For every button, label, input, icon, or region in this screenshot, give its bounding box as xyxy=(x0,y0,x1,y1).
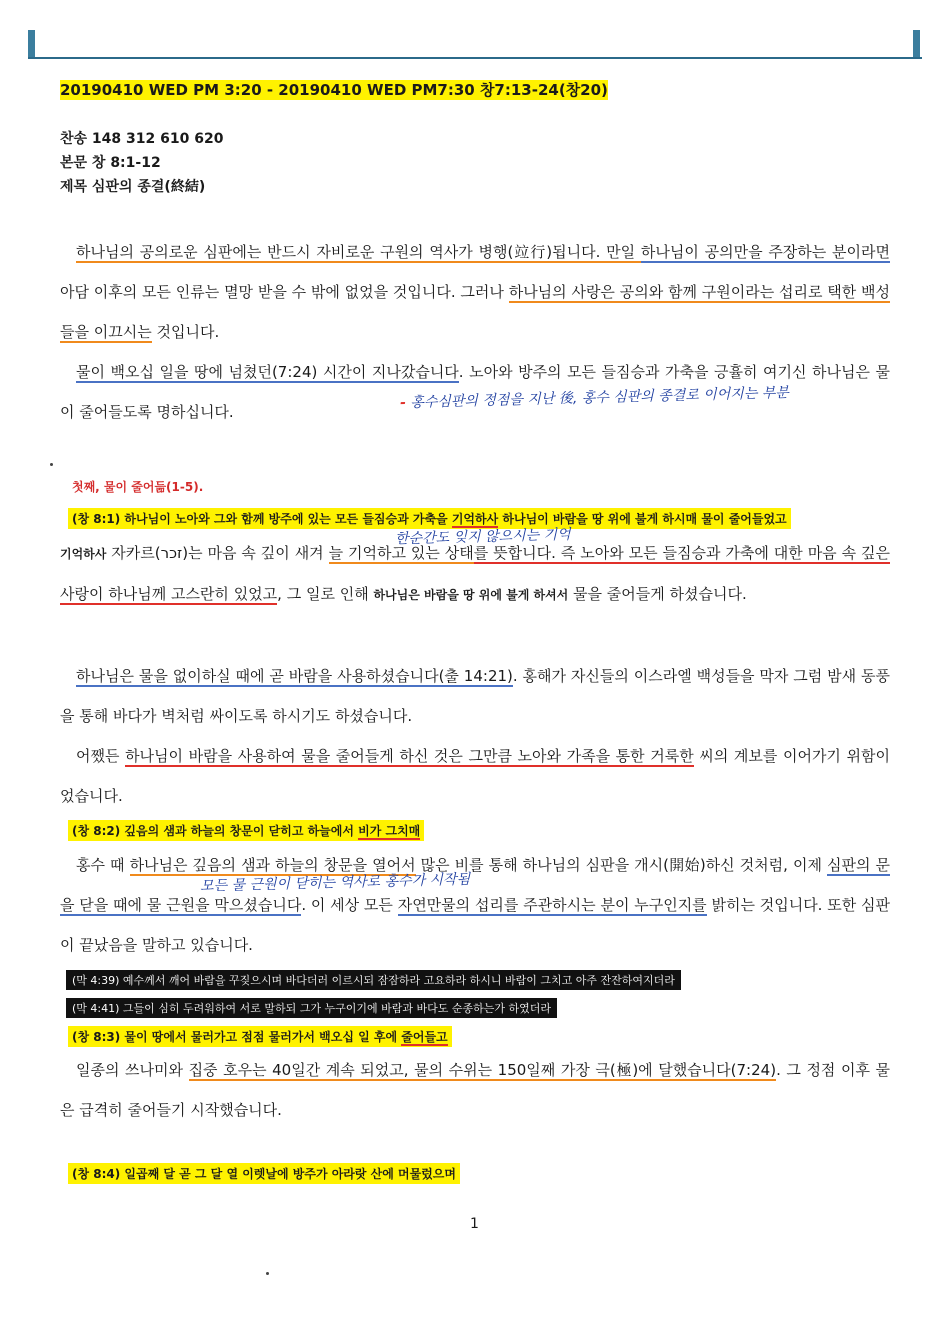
note-dash: - xyxy=(399,394,407,412)
verse-gen-8-3 xyxy=(68,1026,452,1047)
note-text: 홍수심판의 정점을 지난 後, 홍수 심판의 종결로 이어지는 부분 xyxy=(410,384,790,411)
paragraph-tsunami xyxy=(60,1050,890,1130)
text-span: 기억하사 xyxy=(60,547,107,561)
intro-paragraph-1 xyxy=(60,232,890,352)
sermon-title: 제목 심판의 종결(終結) xyxy=(60,179,206,195)
text-span: 하나님이 공의만을 주장하는 분이라면 xyxy=(640,243,890,261)
text-span: , 그 일로 인해 xyxy=(277,585,374,603)
text-span: (창 8:2) 깊음의 샘과 하늘의 창문이 닫히고 하늘에서 xyxy=(72,824,359,838)
text-span: (창 8:1) 하나님이 노아와 그와 함께 방주에 있는 모든 들짐승과 가축을 xyxy=(72,512,452,526)
cross-reference-mark-4-41: (막 4:41) 그들이 심히 두려워하여 서로 말하되 그가 누구이기에 바람과 바다도 순종하는가 하였더라 xyxy=(66,998,557,1018)
text-span: 집중 호우는 40일간 계속 되었고, 물의 수위는 150일째 가장 극(極)에 달했습니다(7:24) xyxy=(188,1061,777,1079)
cross-reference-mark-4-39: (막 4:39) 예수께서 깨어 바람을 꾸짖으시며 바다더러 이르시되 잠잠하라 고요하라 하시니 바람이 그치고 아주 잔잔하여지더라 xyxy=(66,970,681,990)
text-span: 홍수 때 xyxy=(76,856,130,874)
text-span: . 홍해가 자신들의 이스라엘 백성들을 막자 그럼 밤새 동풍을 통해 바다가 벽처럼 싸이도록 하시기도 하셨습니다. xyxy=(60,667,891,725)
text-span: . 그 정점 이후 물은 급격히 줄어들기 시작했습니다. xyxy=(60,1061,891,1119)
text-span: 하나님은 물을 없이하실 때에 곧 바람을 사용하셨습니다(출 14:21) xyxy=(76,667,513,685)
text-span: (창 8:3) 물이 땅에서 물러가고 점점 물러가서 백오십 일 후에 xyxy=(72,1030,402,1044)
page-number: 1 xyxy=(470,1216,479,1232)
text-span: 하나님이 바람을 사용하여 물을 줄어들게 하신 것은 그만큼 노아와 가족을 통한 거룩한 xyxy=(125,747,694,765)
section-heading: 첫째, 물이 줄어듦(1-5). xyxy=(72,480,204,494)
text-span: . 이 세상 모든 xyxy=(301,896,398,914)
hymn-line: 찬송 148 312 610 620 xyxy=(60,131,224,147)
text-span: 기억하사 xyxy=(451,512,499,526)
verse-gen-8-4: (창 8:4) 일곱째 달 곧 그 달 열 이렛날에 방주가 아라랏 산에 머물렀으며 xyxy=(68,1163,460,1184)
header-rule xyxy=(28,57,922,59)
text-span: 줄어들고 xyxy=(401,1030,448,1044)
text-span: 하나님이 바람을 땅 위에 불게 하시매 물이 줄어들었고 xyxy=(498,512,787,526)
scan-speck xyxy=(266,1272,269,1275)
text-span: 를 뜻합니다. 즉 노아와 모든 들짐승과 가축에 대한 마음 속 깊은 사랑이 하나님께 고스란히 있었고 xyxy=(60,544,890,603)
header-tab-right xyxy=(913,30,920,59)
handwritten-note-2: 한순간도 잊지 않으시는 기억 xyxy=(394,526,571,548)
text-span: 아담 이후의 모든 인류는 멸망 받을 수 밖에 없었을 것입니다. 그러나 xyxy=(60,283,509,301)
text-span: 일종의 쓰나미와 xyxy=(76,1061,189,1079)
text-span: 물이 백오십 일을 땅에 넘쳤던(7:24) 시간이 지나갔습니다 xyxy=(76,363,459,381)
text-span: . 노아와 방주의 모든 들짐승과 가축을 긍휼히 여기신 하나님은 물이 줄어들도록 명하십니다. xyxy=(60,363,890,421)
text-span: 심판의 문을 닫을 때에 물 근원을 막으셨습니다 xyxy=(60,856,890,914)
text-span: 것입니다. xyxy=(151,323,220,341)
paragraph-zakar xyxy=(60,533,890,615)
text-span: 하나님은 깊음의 샘과 하늘의 창문을 열어서 xyxy=(129,856,416,874)
text-span: 씨의 계보를 이어가기 위함이었습니다. xyxy=(60,747,890,805)
handwritten-note-3: 모든 물 근원이 닫히는 역사로 홍수가 시작됨 xyxy=(199,871,471,895)
passage-line: 본문 창 8:1-12 xyxy=(60,155,161,171)
dateline: 20190410 WED PM 3:20 - 20190410 WED PM7:30 창7:13-24(창20) xyxy=(60,81,608,99)
text-span: 자카르(זכר)는 마음 속 깊이 새겨 xyxy=(106,544,329,562)
text-span: 하나님은 바람을 땅 위에 불게 하셔서 xyxy=(373,588,569,602)
text-span: 밝히는 것입니다. 또한 심판이 끝났음을 말하고 있습니다. xyxy=(60,896,890,954)
text-span: 늘 기억하고 있는 상태 xyxy=(328,544,474,562)
text-span: 물을 줄어들게 하셨습니다. xyxy=(568,585,747,603)
paragraph-wind xyxy=(60,656,890,736)
text-span: 어쨌든 xyxy=(76,747,126,765)
text-span: 자연만물의 섭리를 주관하시는 분이 누구인지를 xyxy=(397,896,707,914)
paragraph-flood-gates xyxy=(60,845,890,965)
paragraph-lineage xyxy=(60,736,890,816)
verse-gen-8-1 xyxy=(68,508,791,529)
text-span: 비가 그치매 xyxy=(358,824,421,838)
scan-speck xyxy=(50,463,53,466)
text-span: 하나님의 사랑은 공의와 함께 구원이라는 섭리로 택한 백성들을 이끄시는 xyxy=(60,283,890,341)
text-span: 많은 비를 통해 하나님의 심판을 개시(開始)하신 것처럼, 이제 xyxy=(415,856,827,874)
verse-gen-8-2 xyxy=(68,820,424,841)
header-tab-left xyxy=(28,30,35,59)
text-span: 하나님의 공의로운 심판에는 반드시 자비로운 구원의 역사가 병행(竝行)됩니다. 만일 xyxy=(76,243,641,261)
